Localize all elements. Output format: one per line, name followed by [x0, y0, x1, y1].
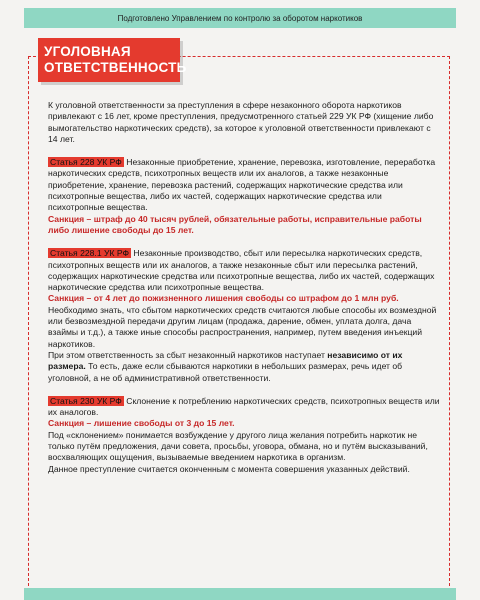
header-banner — [24, 8, 456, 28]
article-230-paragraph — [48, 396, 440, 419]
footer-band — [24, 588, 456, 600]
article-228-sanction: Санкция – штраф до 40 тысяч рублей, обязательные работы, исправительные работы либо лишение свободы до 15 лет. — [48, 213, 422, 235]
document-body — [48, 100, 440, 475]
title-line-1: УГОЛОВНАЯ — [44, 44, 131, 59]
article-230-note-1: Под «склонением» понимается возбуждение у другого лица желания потребить наркотик не только путём предложения, дачи совета, просьбы, уговора, обмана, но и путём высказываний, восхваляющих ощущения, вызываемые введением наркотика в организм. — [48, 429, 428, 463]
article-228-1-paragraph — [48, 248, 440, 293]
note-2-bold: независимо от их размера. — [48, 349, 403, 372]
article-228-1-tag: Статья 228.1 УК РФ — [50, 248, 130, 259]
article-230-note-2: Данное преступление считается оконченным с момента совершения указанных действий. — [48, 463, 410, 474]
header-banner-text: Подготовлено Управлением по контролю за оборотом наркотиков — [117, 13, 363, 23]
note-2-end: То есть, даже если сбываются наркотики в небольших размерах, речь идет об уголовной, а не об административной ответственности. — [48, 361, 403, 383]
article-230-text: Склонение к потреблению наркотических средств, психотропных веществ или их аналогов. — [48, 395, 440, 418]
article-228-1-note-1: Необходимо знать, что сбытом наркотических средств считаются любые способы их возмездной или безвозмездной передачи другим лицам (продажа, дарение, обмен, уплата долга, дача взаймы и т.д.), а также иные способы распространения, например, путем введения инъекций наркотиков. — [48, 304, 437, 349]
article-228-text: Незаконные приобретение, хранение, перевозка, изготовление, переработка наркотических средств, психотропных веществ или их аналогов, а также незаконные приобретение, хранение, перевозка растений, содержащих наркотические средства или психотропные вещества, либо их частей, содержащих наркотические средства или психотропные вещества. — [48, 157, 436, 213]
page-title — [38, 38, 187, 82]
article-230-sanction: Санкция – лишение свободы от 3 до 15 лет. — [48, 418, 235, 429]
article-230-tag: Статья 230 УК РФ — [50, 395, 122, 406]
article-228-1-sanction: Санкция – от 4 лет до пожизненного лишения свободы со штрафом до 1 млн руб. — [48, 293, 399, 304]
intro-paragraph: К уголовной ответственности за преступления в сфере незаконного оборота наркотиков привлекают с 16 лет, кроме преступления, предусмотренного статьей 229 УК РФ (хищение либо вымогательство наркотических средств), за которое к уголовной ответственности привлекают с 14 лет. — [48, 100, 434, 144]
article-228-1-text: Незаконные производство, сбыт или пересылка наркотических средств, психотропных веществ или их аналогов, а также незаконные сбыт или пересылка растений, содержащих наркотические средства или психотропные вещества, либо их частей, содержащих наркотические средства или психотропные вещества. — [48, 248, 435, 293]
title-line-2: ОТВЕТСТВЕННОСТЬ — [44, 60, 187, 75]
article-228-paragraph — [48, 157, 440, 213]
note-2-start: При этом ответственность за сбыт незаконный наркотиков наступает — [48, 349, 328, 360]
article-228-1-note-2 — [48, 350, 440, 384]
article-228-tag: Статья 228 УК РФ — [50, 157, 122, 168]
